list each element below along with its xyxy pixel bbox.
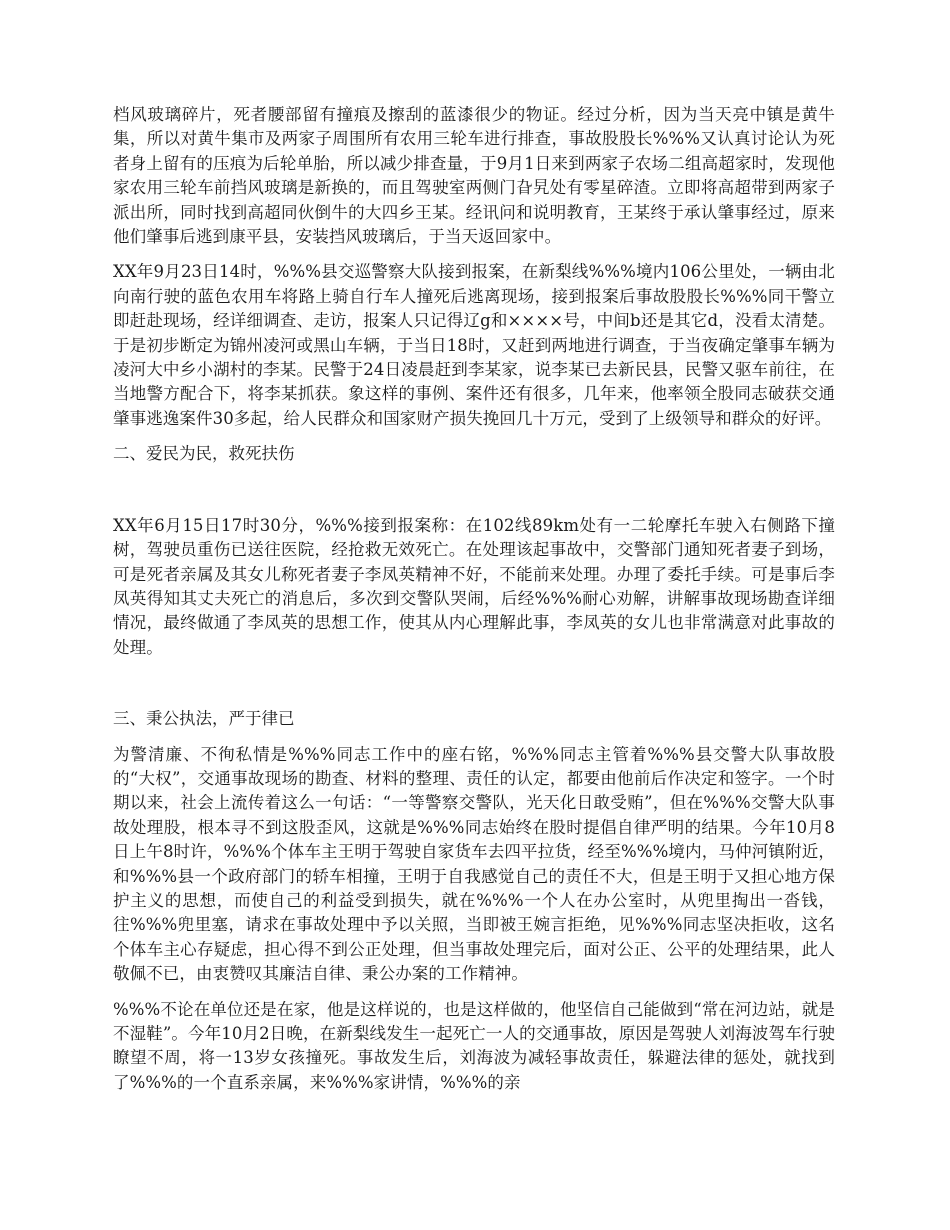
- paragraph-5: %%%不论在单位还是在家，他是这样说的，也是这样做的，他坚信自己能做到“常在河边站，就是不湿鞋”。今年10月2日晚，在新梨线发生一起死亡一人的交通事故，原因是驾驶人刘海波驾车行驶瞭望不周，将一13岁女孩撞死。事故发生后，刘海波为减轻事故责任，躲避法律的惩处，就找到了%%%的一个直系亲属，来%%%家讲情，%%%的亲: [113, 999, 835, 1092]
- document-page: [113, 103, 835, 1095]
- paragraph-4: 为警清廉、不徇私情是%%%同志工作中的座右铭，%%%同志主管着%%%县交警大队事故股的“大权”，交通事故现场的勘查、材料的整理、责任的认定，都要由他前后作决定和签字。一个时期以来，社会上流传着这么一句话：“一等警察交警队，光天化日敢受贿”，但在%%%交警大队事故处理股，根本寻不到这股歪风，这就是%%%同志始终在股时提倡自律严明的结果。今年10月8日上午8时许，%%%个体车主王明于驾驶自家货车去四平拉货，经至%%%境内，马仲河镇附近，和%%%县一个政府部门的轿车相撞，王明于自我感觉自己的责任不大，但是王明于又担心地方保护主义的思想，而使自己的利益受到损失，就在%%%一个人在办公室时，从兜里掏出一沓钱，往%%%兜里塞，请求在事故处理中予以关照，当即被王婉言拒绝，见%%%同志坚决拒收，这名个体车主心存疑虑，担心得不到公正处理，但当事故处理完后，面对公正、公平的处理结果，此人敬佩不已，由衷赞叹其廉洁自律、秉公办案的工作精神。: [113, 744, 835, 984]
- section-heading-3: 三、秉公执法，严于律已: [113, 709, 295, 729]
- paragraph-2: XX年9月23日14时，%%%县交巡警察大队接到报案，在新梨线%%%境内106公里处，一辆由北向南行驶的蓝色农用车将路上骑自行车人撞死后逃离现场，接到报案后事故股股长%%%同干警立即赶赴现场，经详细调查、走访，报案人只记得辽g和××××号，中间b还是其它d，没看太清楚。于是初步断定为锦州凌河或黑山车辆，于当日18时，又赶到两地进行调查，于当夜确定肇事车辆为凌河大中乡小湖村的李某。民警于24日凌晨赶到李某家，说李某已去新民县，民警又驱车前往，在当地警方配合下，将李某抓获。象这样的事例、案件还有很多，几年来，他率领全股同志破获交通肇事逃逸案件30多起，给人民群众和国家财产损失挽回几十万元，受到了上级领导和群众的好评。: [113, 262, 835, 428]
- paragraph-3: XX年6月15日17时30分，%%%接到报案称：在102线89km处有一二轮摩托车驶入右侧路下撞树，驾驶员重伤已送往医院，经抢救无效死亡。在处理该起事故中，交警部门通知死者妻子到场，可是死者亲属及其女儿称死者妻子李凤英精神不好，不能前来处理。办理了委托手续。可是事后李凤英得知其丈夫死亡的消息后，多次到交警队哭闹，后经%%%耐心劝解，讲解事故现场勘查详细情况，最终做通了李凤英的思想工作，使其从内心理解此事，李凤英的女儿也非常满意对此事故的处理。: [113, 515, 835, 657]
- paragraph-1: 档风玻璃碎片，死者腰部留有撞痕及擦刮的蓝漆很少的物证。经过分析，因为当天亮中镇是黄牛集，所以对黄牛集市及两家子周围所有农用三轮车进行排查，事故股股长%%%又认真讨论认为死者身上留有的压痕为后轮单胎，所以减少排查量，于9月1日来到两家子农场二组高超家时，发现他家农用三轮车前挡风玻璃是新换的，而且驾驶室两侧门旮旯处有零星碎渣。立即将高超带到两家子派出所，同时找到高超同伙倒牛的大四乡王某。经讯问和说明教育，王某终于承认肇事经过，原来他们肇事后逃到康平县，安装挡风玻璃后，于当天返回家中。: [113, 105, 835, 247]
- section-heading-2: 二、爱民为民，救死扶伤: [113, 444, 295, 464]
